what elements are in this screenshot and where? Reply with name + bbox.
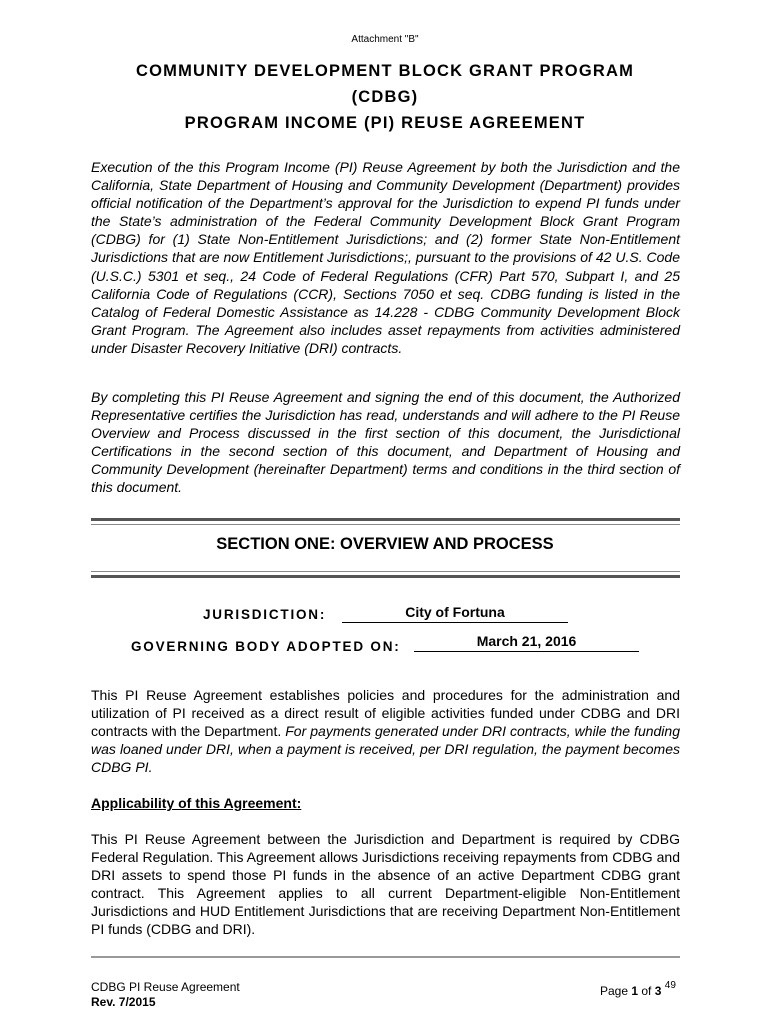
section-one-heading: SECTION ONE: OVERVIEW AND PROCESS xyxy=(216,535,554,553)
footer-doc-name: CDBG PI Reuse Agreement xyxy=(91,980,240,994)
section-divider-bottom-thin xyxy=(91,571,680,572)
intro-paragraph-2: By completing this PI Reuse Agreement and signing the end of this document, the Authorized Representative certifies the Jurisdiction has read, understands and will adhere to the PI Reuse Overview and Process discussed in the first section of this document, the Jurisdictional Certifications in the second section of this document, and Department of Housing and Community Development (hereinafter Department) terms and conditions in the third section of this document. xyxy=(91,389,680,496)
jurisdiction-field xyxy=(342,604,568,623)
section-divider-bottom xyxy=(91,575,680,578)
jurisdiction-value: City of Fortuna xyxy=(405,604,505,620)
page-number: Page 1 of 3 $^{49}$ xyxy=(600,980,676,998)
governing-body-field xyxy=(414,633,639,652)
intro-paragraph-1: Execution of the this Program Income (PI) Reuse Agreement by both the Jurisdiction and the California, State Department of Housing and Community Development (Department) provides official notification of the Department’s approval for the Jurisdiction to expend PI funds under the State’s administration of the Federal Community Development Block Grant Program (CDBG) for (1) State Non-Entitlement Jurisdictions; and (2) former State Non-Entitlement Jurisdictions that are now Entitlement Jurisdictions;, pursuant to the provisions of 42 U.S. Code (U.S.C.) 5301 et seq., 24 Code of Federal Regulations (CFR) Part 570, Subpart I, and 25 California Code of Regulations (CCR), Sections 7050 et seq. CDBG funding is listed in the Catalog of Federal Domestic Assistance as 14.228 - CDBG Community Development Block Grant Program. The Agreement also includes asset repayments from activities administered under Disaster Recovery Initiative (DRI) contracts. xyxy=(91,159,680,356)
section-divider-top xyxy=(91,518,680,521)
footer-divider xyxy=(91,956,680,958)
document-title-line-1: COMMUNITY DEVELOPMENT BLOCK GRANT PROGRAM xyxy=(135,62,635,80)
governing-body-value: March 21, 2016 xyxy=(476,633,577,649)
document-title-line-2: (CDBG) xyxy=(351,88,419,106)
footer-left xyxy=(91,980,240,1010)
body-paragraph-4: This PI Reuse Agreement between the Jurisdiction and Department is required by CDBG Federal Regulation. This Agreement allows Jurisdictions receiving repayments from CDBG and DRI assets to spend those PI funds in the absence of an active Department CDBG grant contract. This Agreement applies to all current Department-eligible Non-Entitlement Jurisdictions and HUD Entitlement Jurisdictions that are receiving Department Non-Entitlement PI funds (CDBG and DRI). xyxy=(91,831,680,938)
footer-revision: Rev. 7/2015 xyxy=(91,995,156,1009)
governing-body-label: GOVERNING BODY ADOPTED ON: xyxy=(131,639,401,654)
body-paragraph-3: This PI Reuse Agreement establishes policies and procedures for the administration and utilization of PI received as a direct result of eligible activities funded under CDBG and DRI contracts with the Department. For payments generated under DRI contracts, while the funding was loaned under DRI, when a payment is received, per DRI regulation, the payment becomes CDBG PI. xyxy=(91,687,680,776)
section-divider-top-thin xyxy=(91,524,680,525)
applicability-heading: Applicability of this Agreement: xyxy=(91,795,302,811)
attachment-label: Attachment "B" xyxy=(351,34,419,45)
document-title-line-3: PROGRAM INCOME (PI) REUSE AGREEMENT xyxy=(184,114,586,132)
jurisdiction-label: JURISDICTION: xyxy=(203,607,327,622)
